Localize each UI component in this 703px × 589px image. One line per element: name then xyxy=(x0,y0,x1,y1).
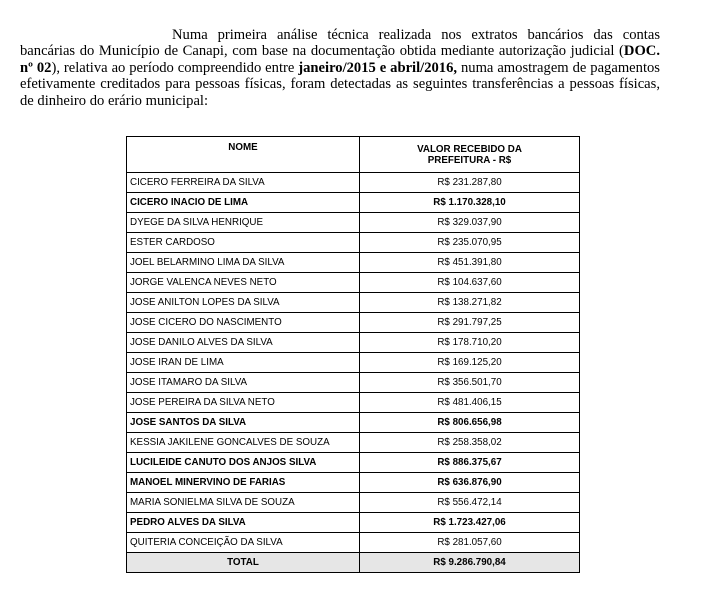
row-name: LUCILEIDE CANUTO DOS ANJOS SILVA xyxy=(127,453,360,473)
row-name: ESTER CARDOSO xyxy=(127,233,360,253)
table-body xyxy=(127,173,580,553)
row-name: JOSE SANTOS DA SILVA xyxy=(127,413,360,433)
row-name: JOSE DANILO ALVES DA SILVA xyxy=(127,333,360,353)
row-value: R$ 1.170.328,10 xyxy=(360,193,580,213)
table-row xyxy=(127,313,580,333)
table-header-row xyxy=(127,137,580,173)
row-value: R$ 138.271,82 xyxy=(360,293,580,313)
table-row xyxy=(127,473,580,493)
total-label: TOTAL xyxy=(127,553,360,573)
total-value: R$ 9.286.790,84 xyxy=(360,553,580,573)
row-value: R$ 258.358,02 xyxy=(360,433,580,453)
row-name: KESSIA JAKILENE GONCALVES DE SOUZA xyxy=(127,433,360,453)
row-name: QUITERIA CONCEIÇÃO DA SILVA xyxy=(127,533,360,553)
table-row xyxy=(127,353,580,373)
table-row xyxy=(127,173,580,193)
table-row xyxy=(127,233,580,253)
row-name: MARIA SONIELMA SILVA DE SOUZA xyxy=(127,493,360,513)
row-value: R$ 235.070,95 xyxy=(360,233,580,253)
row-value: R$ 636.876,90 xyxy=(360,473,580,493)
header-value-line2: PREFEITURA - R$ xyxy=(427,154,512,166)
header-value xyxy=(360,137,580,173)
row-value: R$ 886.375,67 xyxy=(360,453,580,473)
table-row xyxy=(127,413,580,433)
intro-text-1: Numa primeira análise técnica realizada nos extratos bancários das contas bancárias do Município de Canapi, com base na documentação obtida mediante autorização judicial ( xyxy=(20,26,660,60)
table-row xyxy=(127,533,580,553)
row-value: R$ 178.710,20 xyxy=(360,333,580,353)
row-value: R$ 806.656,98 xyxy=(360,413,580,433)
doc-reference: DOC. nº 02 xyxy=(20,43,660,76)
row-value: R$ 329.037,90 xyxy=(360,213,580,233)
table-row xyxy=(127,293,580,313)
row-name: JOSE CICERO DO NASCIMENTO xyxy=(127,313,360,333)
table-row xyxy=(127,393,580,413)
row-name: PEDRO ALVES DA SILVA xyxy=(127,513,360,533)
row-name: MANOEL MINERVINO DE FARIAS xyxy=(127,473,360,493)
table-row xyxy=(127,333,580,353)
row-name: CICERO FERREIRA DA SILVA xyxy=(127,173,360,193)
row-name: CICERO INACIO DE LIMA xyxy=(127,193,360,213)
total-row xyxy=(127,553,580,573)
row-name: JOSE IRAN DE LIMA xyxy=(127,353,360,373)
row-value: R$ 169.125,20 xyxy=(360,353,580,373)
period-text: janeiro/2015 e abril/2016, xyxy=(298,59,458,76)
row-value: R$ 231.287,80 xyxy=(360,173,580,193)
row-value: R$ 291.797,25 xyxy=(360,313,580,333)
intro-text-2: ), relativa ao período compreendido entre xyxy=(51,59,299,76)
row-name: JOSE ITAMARO DA SILVA xyxy=(127,373,360,393)
row-name: DYEGE DA SILVA HENRIQUE xyxy=(127,213,360,233)
row-value: R$ 1.723.427,06 xyxy=(360,513,580,533)
table-row xyxy=(127,213,580,233)
row-value: R$ 556.472,14 xyxy=(360,493,580,513)
row-value: R$ 451.391,80 xyxy=(360,253,580,273)
table-row xyxy=(127,493,580,513)
table-row xyxy=(127,193,580,213)
row-name: JOSE PEREIRA DA SILVA NETO xyxy=(127,393,360,413)
header-value-line1: VALOR RECEBIDO DA xyxy=(417,143,522,155)
row-value: R$ 104.637,60 xyxy=(360,273,580,293)
header-name: NOME xyxy=(127,137,360,173)
intro-text-3: numa amostragem de pagamentos efetivamente creditados para pessoas físicas, foram detectadas as seguintes transferências a pessoas físicas, de dinheiro do erário municipal: xyxy=(20,59,660,109)
transfers-table xyxy=(126,136,580,573)
row-value: R$ 356.501,70 xyxy=(360,373,580,393)
row-name: JORGE VALENCA NEVES NETO xyxy=(127,273,360,293)
row-name: JOSE ANILTON LOPES DA SILVA xyxy=(127,293,360,313)
table-row xyxy=(127,273,580,293)
table-row xyxy=(127,453,580,473)
table-row xyxy=(127,373,580,393)
table-row xyxy=(127,513,580,533)
table-row xyxy=(127,433,580,453)
row-name: JOEL BELARMINO LIMA DA SILVA xyxy=(127,253,360,273)
table-row xyxy=(127,253,580,273)
row-value: R$ 281.057,60 xyxy=(360,533,580,553)
row-value: R$ 481.406,15 xyxy=(360,393,580,413)
intro-paragraph xyxy=(20,27,660,110)
